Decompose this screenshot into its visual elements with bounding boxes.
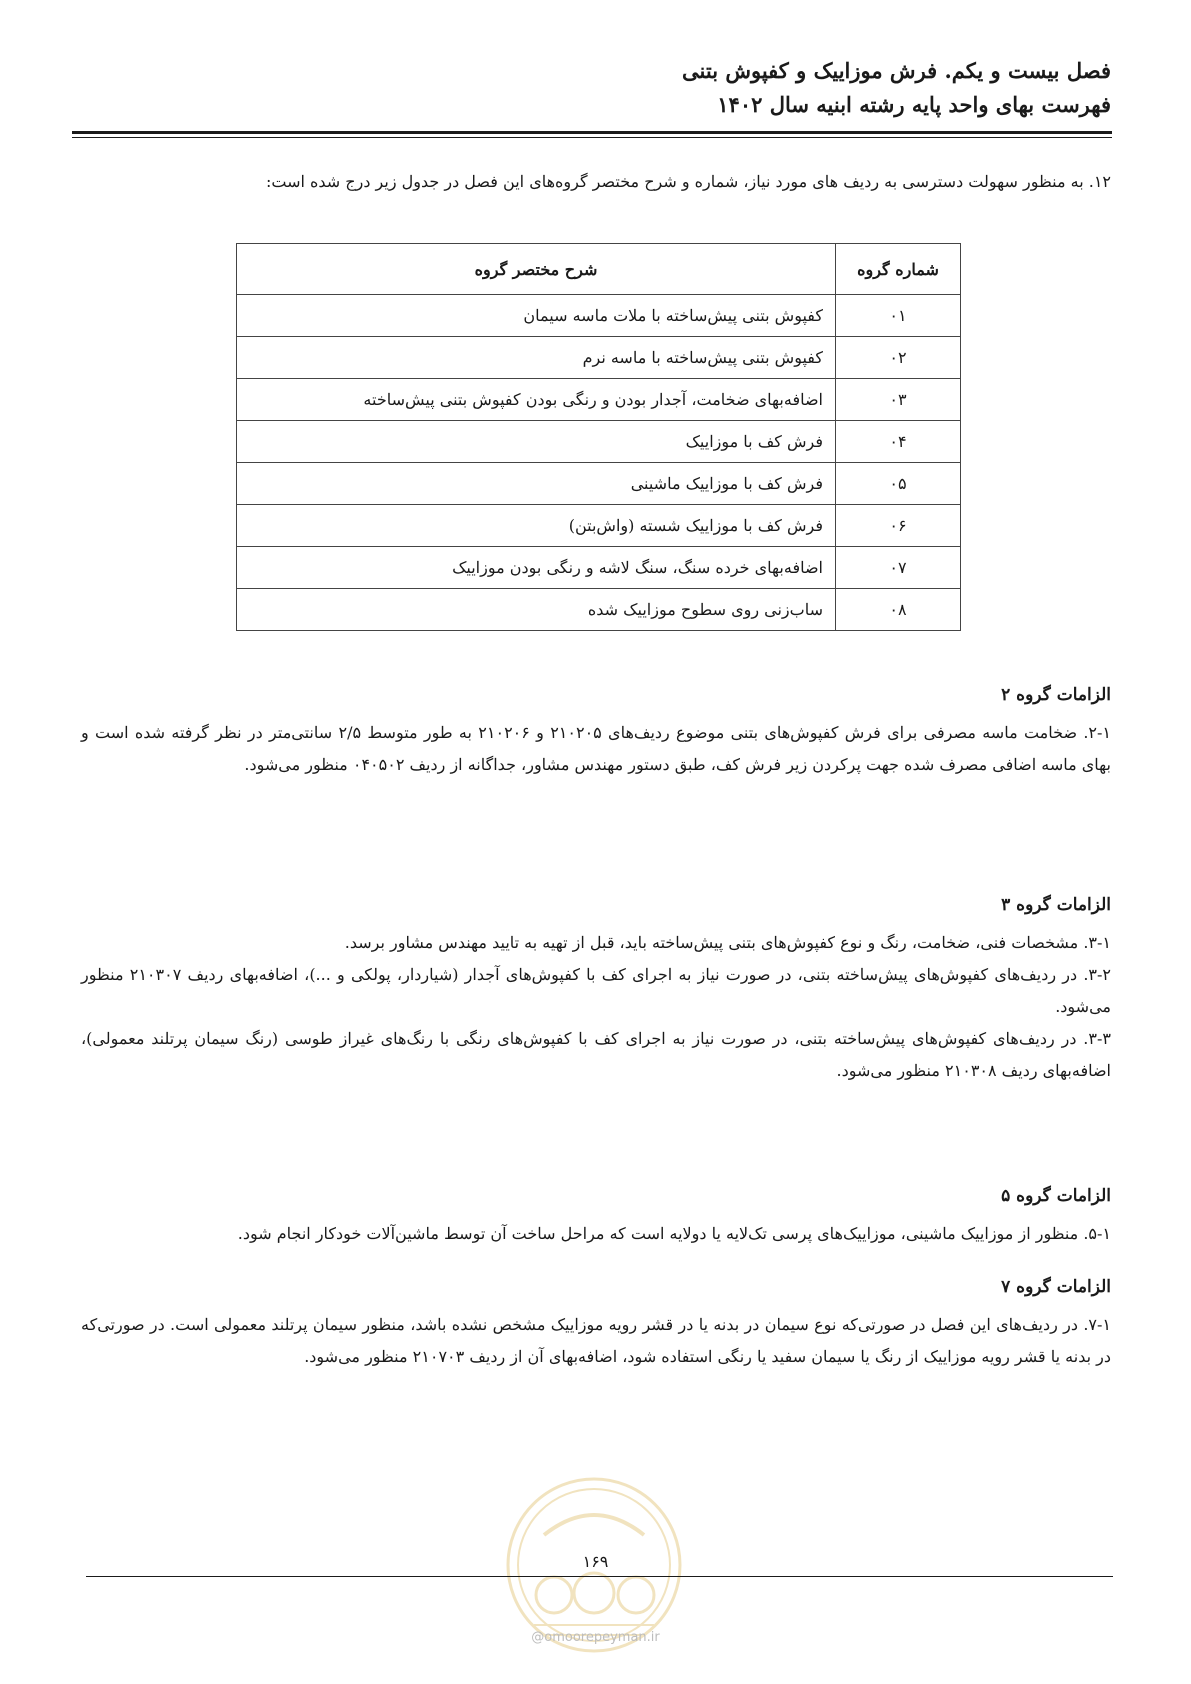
table-row <box>237 589 961 631</box>
table-header-row <box>237 244 961 295</box>
header-rule-thin <box>72 137 1112 138</box>
table-row <box>237 379 961 421</box>
group-desc: فرش کف با موزاییک ماشینی <box>237 463 836 505</box>
section-title: الزامات گروه ۵ <box>1001 1186 1111 1206</box>
group-number: ۰۴ <box>836 421 961 463</box>
page-number: ۱۶۹ <box>582 1552 609 1571</box>
site-watermark-text: @omoorepeyman.ir <box>531 1630 660 1645</box>
group-desc: فرش کف با موزاییک <box>237 421 836 463</box>
group-number: ۰۶ <box>836 505 961 547</box>
group-desc: اضافه‌بهای ضخامت، آجدار بودن و رنگی بودن کفپوش بتنی پیش‌ساخته <box>237 379 836 421</box>
chapter-title: فصل بیست و یکم. فرش موزاییک و کفپوش بتنی <box>682 58 1111 83</box>
groups-table <box>236 243 961 631</box>
intro-paragraph: ۱۲. به منظور سهولت دسترسی به ردیف های مورد نیاز، شماره و شرح مختصر گروه‌های این فصل در جدول زیر درج شده است: <box>265 172 1111 191</box>
group-desc: اضافه‌بهای خرده سنگ، سنگ لاشه و رنگی بودن موزاییک <box>237 547 836 589</box>
footer-rule <box>86 1576 1113 1577</box>
table-row <box>237 547 961 589</box>
clause-2-1: ۲-۱. ضخامت ماسه مصرفی برای فرش کفپوش‌های بتنی موضوع ردیف‌های ۲۱۰۲۰۵ و ۲۱۰۲۰۶ به طور متوسط ۲/۵ سانتی‌متر در نظر گرفته شده است و بهای ماسه اضافی مصرف شده جهت پرکردن زیر فرش کف، طبق دستور مهندس مشاور، جداگانه از ردیف ۰۴۰۵۰۲ منظور می‌شود. <box>81 723 1112 774</box>
header-group-desc: شرح مختصر گروه <box>237 244 836 295</box>
section-title: الزامات گروه ۳ <box>1001 895 1111 915</box>
table-row <box>237 463 961 505</box>
section-title: الزامات گروه ۲ <box>1001 685 1111 705</box>
table-row <box>237 421 961 463</box>
group-number: ۰۲ <box>836 337 961 379</box>
header-group-number: شماره گروه <box>836 244 961 295</box>
section-group-5 <box>81 1186 1111 1250</box>
group-number: ۰۱ <box>836 295 961 337</box>
group-desc: کفپوش بتنی پیش‌ساخته با ملات ماسه سیمان <box>237 295 836 337</box>
section-title: الزامات گروه ۷ <box>1001 1277 1111 1297</box>
table-row <box>237 337 961 379</box>
header-rule-thick <box>72 131 1112 134</box>
clause-3-2: ۳-۲. در ردیف‌های کفپوش‌های پیش‌ساخته بتنی، در صورت نیاز به اجرای کف با کفپوش‌های آجدار (شیاردار، پولکی و ...)، اضافه‌بهای ردیف ۲۱۰۳۰۷ منظور می‌شود. <box>81 965 1112 1016</box>
section-group-7 <box>81 1277 1111 1373</box>
group-number: ۰۵ <box>836 463 961 505</box>
group-number: ۰۸ <box>836 589 961 631</box>
clause-5-1: ۵-۱. منظور از موزاییک ماشینی، موزاییک‌های پرسی تک‌لایه یا دولایه است که مراحل ساخت آن توسط ماشین‌آلات خودکار انجام شود. <box>237 1224 1111 1243</box>
group-desc: ساب‌زنی روی سطوح موزاییک شده <box>237 589 836 631</box>
table-row <box>237 505 961 547</box>
section-group-2 <box>81 685 1111 781</box>
section-group-3 <box>81 895 1111 1087</box>
group-desc: فرش کف با موزاییک شسته (واش‌بتن) <box>237 505 836 547</box>
group-number: ۰۷ <box>836 547 961 589</box>
group-desc: کفپوش بتنی پیش‌ساخته با ماسه نرم <box>237 337 836 379</box>
clause-3-1: ۳-۱. مشخصات فنی، ضخامت، رنگ و نوع کفپوش‌های بتنی پیش‌ساخته باید، قبل از تهیه به تایید مهندس مشاور برسد. <box>344 933 1111 952</box>
clause-7-1: ۷-۱. در ردیف‌های این فصل در صورتی‌که نوع سیمان در بدنه یا در قشر رویه موزاییک مشخص نشده باشد، منظور سیمان پرتلند معمولی است. در صورتی‌که در بدنه یا قشر رویه موزاییک از رنگ یا سیمان سفید یا رنگی استفاده شود، اضافه‌بهای آن از ردیف ۲۱۰۷۰۳ منظور می‌شود. <box>81 1315 1111 1366</box>
chapter-subtitle: فهرست بهای واحد پایه رشته ابنیه سال ۱۴۰۲ <box>717 92 1111 117</box>
group-number: ۰۳ <box>836 379 961 421</box>
clause-3-3: ۳-۳. در ردیف‌های کفپوش‌های پیش‌ساخته بتنی، در صورت نیاز به اجرای کف با کفپوش‌های رنگی با رنگ‌های غیراز طوسی (رنگ سیمان پرتلند معمولی)، اضافه‌بهای ردیف ۲۱۰۳۰۸ منظور می‌شود. <box>81 1029 1111 1080</box>
table-row <box>237 295 961 337</box>
